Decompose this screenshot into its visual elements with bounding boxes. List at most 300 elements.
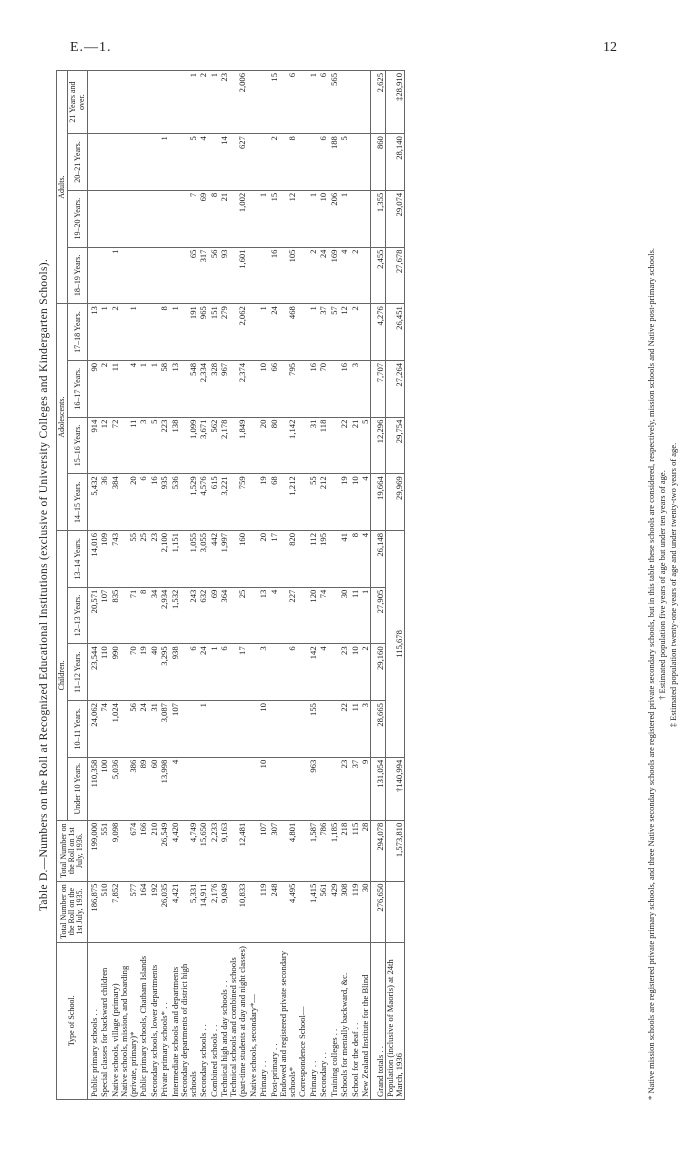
table-cell (99, 247, 110, 304)
population-cell: 29,754 (386, 417, 405, 474)
table-cell: 1 (307, 71, 318, 134)
table-cell: 20 (258, 417, 269, 474)
table-cell: 8 (279, 134, 297, 191)
population-cell: 26,451 (386, 304, 405, 361)
table-cell: 13 (88, 304, 99, 361)
table-row (279, 71, 297, 1100)
table-cell: 74 (99, 701, 110, 758)
table-cell: 10 (349, 644, 360, 701)
table-cell: 743 (109, 531, 120, 588)
footnote-native-schools: * Native mission schools are registered private primary schools, and three Native secondary schools are registered private secondary schools, but in this table these schools are considered, respectively, mission schools and Native post-primary schools. (646, 247, 656, 1100)
school-type-label: Public primary schools, Chatham Islands (138, 942, 149, 1099)
table-cell: 25 (138, 531, 149, 588)
table-cell: 12,481 (229, 820, 247, 881)
table-cell (138, 71, 149, 134)
page-number: 12 (603, 40, 617, 55)
table-cell (138, 247, 149, 304)
table-cell: 119 (258, 881, 269, 942)
table-row (349, 71, 360, 1100)
table-cell: 24 (268, 304, 279, 361)
total-1936-header: Total Number on the Roll on 1st July, 1936. (57, 820, 88, 881)
table-cell: 110,358 (88, 757, 99, 820)
table-cell: 16 (307, 360, 318, 417)
school-type-label: Technical schools and combined schools (part-time students at day and night classes) (229, 942, 247, 1099)
table-cell (208, 757, 219, 820)
table-cell: 914 (88, 417, 99, 474)
table-cell: 7 (180, 190, 198, 247)
age-column-header: 15–16 Years. (68, 417, 88, 474)
table-cell: 429 (328, 881, 339, 942)
table-cell: 36 (99, 474, 110, 531)
table-cell: 34 (148, 587, 159, 644)
table-cell: 1,002 (229, 190, 247, 247)
table-cell (360, 134, 371, 191)
table-cell: 4,801 (279, 820, 297, 881)
table-cell: 2,934 (159, 587, 170, 644)
table-cell: 4 (120, 360, 138, 417)
table-cell: 2 (307, 247, 318, 304)
school-type-label: Combined schools . . (208, 942, 219, 1099)
table-row (159, 71, 170, 1100)
table-cell: 11 (349, 587, 360, 644)
table-cell (258, 247, 269, 304)
table-cell: 536 (169, 474, 180, 531)
table-cell (148, 247, 159, 304)
age-column-header: 11–12 Years. (68, 644, 88, 701)
table-cell: 19 (339, 474, 350, 531)
table-cell (297, 881, 308, 942)
table-cell: 58 (159, 360, 170, 417)
table-cell: 218 (339, 820, 350, 881)
table-row (120, 71, 138, 1100)
table-cell (208, 701, 219, 758)
table-cell: 967 (219, 360, 230, 417)
table-cell: 56 (120, 701, 138, 758)
table-cell: 1 (339, 190, 350, 247)
school-type-label: Endowed and registered private secondary schools* (279, 942, 297, 1099)
table-title: Table D.—Numbers on the Roll at Recognized Educational Institutions (exclusive of University Colleges and Kindergarten Schools). (38, 258, 50, 912)
table-cell (159, 190, 170, 247)
table-cell: 1 (360, 587, 371, 644)
table-cell: 3,087 (159, 701, 170, 758)
table-cell (247, 881, 258, 942)
table-cell: 384 (109, 474, 120, 531)
table-cell: 8 (208, 190, 219, 247)
table-cell (247, 701, 258, 758)
table-cell: 12,296 (371, 417, 386, 474)
table-cell: 72 (109, 417, 120, 474)
school-type-label: Public primary schools . . (88, 942, 99, 1099)
table-cell (247, 820, 258, 881)
school-type-label: Intermediate schools and departments (169, 942, 180, 1099)
table-cell: 26,549 (159, 820, 170, 881)
table-cell: 562 (208, 417, 219, 474)
table-cell: 1,415 (307, 881, 318, 942)
table-cell (138, 304, 149, 361)
table-cell: 938 (169, 644, 180, 701)
table-cell: 5,432 (88, 474, 99, 531)
table-cell: 37 (318, 304, 329, 361)
table-cell (247, 757, 258, 820)
table-cell (328, 644, 339, 701)
table-cell: 9,049 (219, 881, 230, 942)
table-cell (247, 71, 258, 134)
table-cell (247, 474, 258, 531)
table-row (169, 71, 180, 1100)
school-type-label: Secondary departments of district high schools (180, 942, 198, 1099)
table-cell (268, 644, 279, 701)
table-cell: 510 (99, 881, 110, 942)
table-cell (180, 701, 198, 758)
table-cell: 12 (99, 417, 110, 474)
table-cell (229, 757, 247, 820)
age-column-header: 20–21 Years. (68, 134, 88, 191)
table-cell: 4 (198, 134, 209, 191)
population-cell: 29,969 (386, 474, 405, 531)
school-type-label: Secondary schools . . (198, 942, 209, 1099)
table-cell: 19 (138, 644, 149, 701)
adults-group-header: Adults. (57, 71, 68, 304)
table-cell: 169 (328, 247, 339, 304)
table-cell: 10 (349, 474, 360, 531)
table-cell (297, 190, 308, 247)
table-cell (148, 71, 159, 134)
table-cell (148, 190, 159, 247)
table-cell (318, 757, 329, 820)
table-cell: 5 (180, 134, 198, 191)
table-cell: 6 (279, 71, 297, 134)
table-cell: 30 (360, 881, 371, 942)
school-type-label: Native schools, mission, and boarding (private, primary)* (120, 942, 138, 1099)
table-cell (198, 757, 209, 820)
school-type-label: Correspondence School— (297, 942, 308, 1099)
table-cell: 990 (109, 644, 120, 701)
table-cell: 8 (138, 587, 149, 644)
table-cell: 11 (109, 360, 120, 417)
table-cell (297, 304, 308, 361)
table-cell: 119 (349, 881, 360, 942)
table-cell (208, 134, 219, 191)
table-cell (328, 417, 339, 474)
table-cell: 89 (138, 757, 149, 820)
table-cell: 1,099 (180, 417, 198, 474)
table-cell: 26,148 (371, 531, 386, 588)
table-cell (349, 190, 360, 247)
table-cell: 328 (208, 360, 219, 417)
table-cell: 8 (349, 531, 360, 588)
table-row (318, 71, 329, 1100)
population-label: Population (inclusive of Maoris) at 24th March, 1936 (386, 942, 405, 1099)
table-cell: 22 (339, 701, 350, 758)
table-cell: 30 (339, 587, 350, 644)
table-cell: 3 (360, 701, 371, 758)
age-column-header: 18–19 Years. (68, 247, 88, 304)
table-cell: 577 (120, 881, 138, 942)
table-cell: 166 (138, 820, 149, 881)
table-cell: 2 (109, 304, 120, 361)
table-row (258, 71, 269, 1100)
table-cell: 31 (148, 701, 159, 758)
table-cell: 820 (279, 531, 297, 588)
age-column-header: Under 10 Years. (68, 757, 88, 820)
table-cell: 1,142 (279, 417, 297, 474)
table-cell: 759 (229, 474, 247, 531)
empty-cell (386, 881, 405, 942)
table-cell: 66 (268, 360, 279, 417)
table-cell (297, 474, 308, 531)
table-cell: 1,151 (169, 531, 180, 588)
table-cell: 131,054 (371, 757, 386, 820)
table-cell: 69 (208, 587, 219, 644)
table-cell (297, 820, 308, 881)
table-cell (169, 247, 180, 304)
table-cell: 2 (99, 360, 110, 417)
table-cell: 2,233 (208, 820, 219, 881)
table-cell (120, 190, 138, 247)
table-cell (120, 71, 138, 134)
school-type-label: Technical high and day schools . . (219, 942, 230, 1099)
table-cell: 21 (219, 190, 230, 247)
table-cell: 118 (318, 417, 329, 474)
table-cell: 10 (258, 701, 269, 758)
grand-total-row (371, 71, 386, 1100)
table-cell (247, 644, 258, 701)
table-cell (247, 417, 258, 474)
table-cell: 4 (339, 247, 350, 304)
table-cell: 60 (148, 757, 159, 820)
table-cell: 561 (318, 881, 329, 942)
table-cell: 2,625 (371, 71, 386, 134)
table-cell: 55 (307, 474, 318, 531)
table-cell: 1 (138, 360, 149, 417)
table-cell: 23 (339, 757, 350, 820)
table-cell: 210 (148, 820, 159, 881)
table-cell: 40 (148, 644, 159, 701)
table-cell: 1,997 (219, 531, 230, 588)
table-cell (109, 71, 120, 134)
table-cell: 80 (268, 417, 279, 474)
table-cell: 2 (349, 304, 360, 361)
table-cell: 1,601 (229, 247, 247, 304)
table-cell (159, 247, 170, 304)
table-row (307, 71, 318, 1100)
table-cell: 1,055 (180, 531, 198, 588)
table-cell: 10,833 (229, 881, 247, 942)
school-type-label: Private primary schools* . . (159, 942, 170, 1099)
table-cell (247, 134, 258, 191)
table-cell (279, 701, 297, 758)
table-cell: 15 (268, 71, 279, 134)
table-cell: 20 (120, 474, 138, 531)
table-cell: 5 (360, 417, 371, 474)
table-cell: 279 (219, 304, 230, 361)
table-cell: 4,576 (198, 474, 209, 531)
table-cell: 19,664 (371, 474, 386, 531)
table-cell: 160 (229, 531, 247, 588)
table-cell: 68 (268, 474, 279, 531)
table-cell: 1 (307, 304, 318, 361)
school-type-label: School for the deaf . . (349, 942, 360, 1099)
table-cell: 24,062 (88, 701, 99, 758)
age-column-header: 10–11 Years. (68, 701, 88, 758)
table-row (328, 71, 339, 1100)
table-row (99, 71, 110, 1100)
table-cell: 25 (229, 587, 247, 644)
table-cell: 386 (120, 757, 138, 820)
age-column-header: 17–18 Years. (68, 304, 88, 361)
table-cell: 20,571 (88, 587, 99, 644)
table-cell (360, 360, 371, 417)
table-cell: 3 (138, 417, 149, 474)
table-cell (318, 701, 329, 758)
table-cell (328, 474, 339, 531)
total-1935-header: Total Number on the Roll on the 1st July, 1935. (57, 881, 88, 942)
table-row (339, 71, 350, 1100)
table-cell: 1 (120, 304, 138, 361)
table-cell: 294,078 (371, 820, 386, 881)
table-cell: 1 (99, 304, 110, 361)
table-cell: 317 (198, 247, 209, 304)
type-of-school-header: Type of School. (57, 942, 88, 1099)
age-column-header: 14–15 Years. (68, 474, 88, 531)
table-cell: 6 (318, 134, 329, 191)
table-cell: 70 (120, 644, 138, 701)
table-cell: 551 (99, 820, 110, 881)
table-cell (219, 701, 230, 758)
table-cell: 1,024 (109, 701, 120, 758)
table-cell: 963 (307, 757, 318, 820)
table-cell (247, 360, 258, 417)
table-cell: 1 (208, 71, 219, 134)
school-type-label: Post-primary . . (268, 942, 279, 1099)
table-cell: 2 (198, 71, 209, 134)
table-cell: 155 (307, 701, 318, 758)
table-cell (247, 304, 258, 361)
table-cell: 15,650 (198, 820, 209, 881)
table-cell: 3,221 (219, 474, 230, 531)
table-cell: 26,035 (159, 881, 170, 942)
population-cell: 27,264 (386, 360, 405, 417)
table-cell (328, 531, 339, 588)
table-cell: 151 (208, 304, 219, 361)
table-cell: 3,671 (198, 417, 209, 474)
table-cell: 627 (229, 134, 247, 191)
table-cell (339, 71, 350, 134)
table-cell: 4,749 (180, 820, 198, 881)
table-cell (120, 134, 138, 191)
table-cell: 1 (307, 190, 318, 247)
table-cell (247, 531, 258, 588)
table-cell: 227 (279, 587, 297, 644)
population-total: 1,573,810 (386, 820, 405, 881)
table-cell: 565 (328, 71, 339, 134)
table-cell (297, 531, 308, 588)
table-cell: 5 (148, 417, 159, 474)
table-cell: 7,852 (109, 881, 120, 942)
table-cell: 6 (219, 644, 230, 701)
table-cell: 2,334 (198, 360, 209, 417)
table-cell: 14,911 (198, 881, 209, 942)
table-cell (349, 71, 360, 134)
table-cell: 248 (268, 881, 279, 942)
table-cell: 6 (279, 644, 297, 701)
table-cell: 615 (208, 474, 219, 531)
table-cell (88, 134, 99, 191)
table-cell: 276,650 (371, 881, 386, 942)
table-cell: 110 (99, 644, 110, 701)
table-cell: 4,495 (279, 881, 297, 942)
table-cell: 188 (328, 134, 339, 191)
table-cell (297, 71, 308, 134)
table-row (148, 71, 159, 1100)
table-cell (297, 360, 308, 417)
table-cell: 206 (328, 190, 339, 247)
table-cell (159, 71, 170, 134)
table-cell: 120 (307, 587, 318, 644)
rotated-table-page (38, 70, 688, 1100)
table-cell: 364 (219, 587, 230, 644)
table-cell: 109 (99, 531, 110, 588)
table-cell: 2,006 (229, 71, 247, 134)
table-cell: 674 (120, 820, 138, 881)
table-cell: 19 (258, 474, 269, 531)
table-cell: 2,374 (229, 360, 247, 417)
school-type-label: New Zealand Institute for the Blind (360, 942, 371, 1099)
table-cell: 24 (318, 247, 329, 304)
table-cell: 112 (307, 531, 318, 588)
school-type-label: Schools for mentally backward, &c. (339, 942, 350, 1099)
adolescents-group-header: Adolescents. (57, 304, 68, 531)
table-cell: 1 (159, 134, 170, 191)
table-cell: 21 (349, 417, 360, 474)
table-cell (297, 134, 308, 191)
population-children: 115,678 (386, 531, 405, 758)
children-group-header: Children. (57, 531, 68, 821)
table-cell: 468 (279, 304, 297, 361)
table-cell: 27,905 (371, 587, 386, 644)
table-cell: 14 (219, 134, 230, 191)
table-row (88, 71, 99, 1100)
table-cell: 13 (169, 360, 180, 417)
population-row (386, 71, 405, 1100)
table-cell: 1 (198, 701, 209, 758)
table-cell (99, 134, 110, 191)
table-cell (360, 247, 371, 304)
table-cell: 23 (339, 644, 350, 701)
table-cell: 24 (198, 644, 209, 701)
table-cell: 4 (360, 531, 371, 588)
table-cell (247, 587, 258, 644)
table-cell: 29,160 (371, 644, 386, 701)
table-cell: 16 (339, 360, 350, 417)
table-cell: 13 (258, 587, 269, 644)
table-cell: 7,707 (371, 360, 386, 417)
table-row (360, 71, 371, 1100)
table-cell: 15 (268, 190, 279, 247)
table-cell: 41 (339, 531, 350, 588)
table-cell: 55 (120, 531, 138, 588)
table-cell: 4 (268, 587, 279, 644)
table-cell: 31 (307, 417, 318, 474)
table-cell: 1,185 (328, 820, 339, 881)
table-cell: 22 (339, 417, 350, 474)
table-cell: 10 (258, 360, 269, 417)
table-cell (297, 247, 308, 304)
page-series-label: E.—1. (70, 40, 112, 55)
table-cell: 1,587 (307, 820, 318, 881)
table-cell: 107 (169, 701, 180, 758)
table-cell: 4,421 (169, 881, 180, 942)
